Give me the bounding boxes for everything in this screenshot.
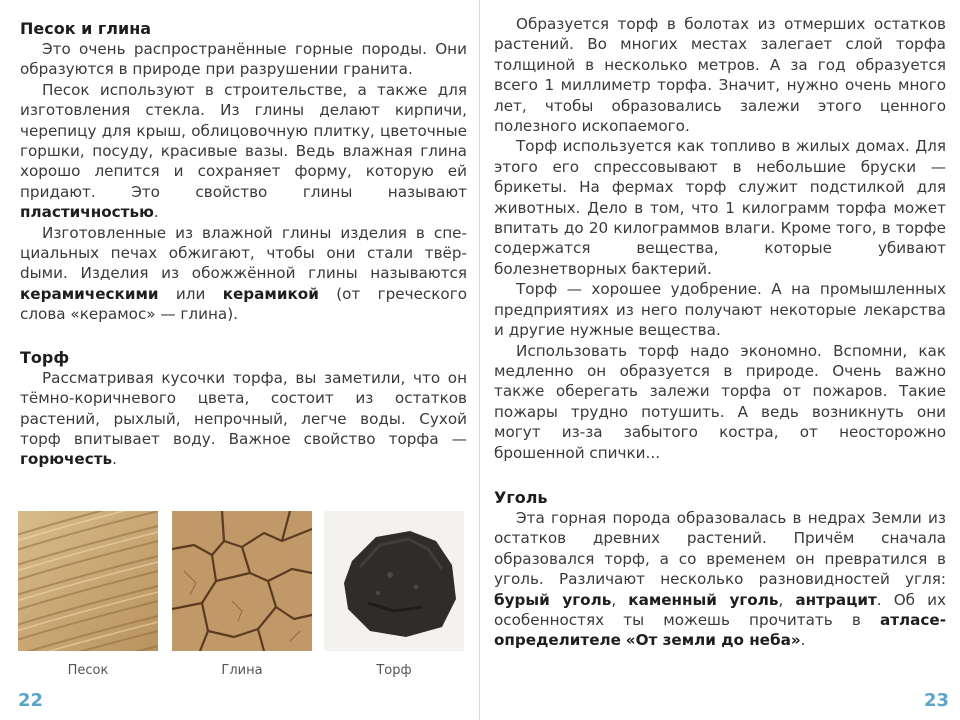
clay-caption: Глина [221, 663, 263, 678]
punctuation: . [153, 203, 159, 222]
paragraph-text: (от греческого слова «керамос» — глина). [20, 284, 467, 324]
clay-photo [172, 511, 312, 651]
paragraph-text: или [158, 284, 223, 303]
term-ceramics: керамикой [222, 284, 319, 303]
section-gap [20, 325, 467, 347]
term-ceramic: керамическими [20, 284, 159, 303]
punctuation: , [611, 590, 629, 609]
peat-paragraph-3: Торф используется как топливо в жилых домах. Для этого его спрессовывают в небольшие бруски — брикеты. На фермах торф служит подстилкой для животных. Дело в том, что 1 килограмм торфа может впитать до 20 килограммов влаги. Кроме того, в торфе содержатся вещества, которые убивают болезнетворных бактерий. [494, 137, 946, 278]
sand-clay-paragraph-1: Это очень распространённые горные породы. Они образуются в природе при разрушении гранита. [20, 40, 467, 79]
term-combustibility: горючесть [20, 450, 113, 469]
peat-paragraph-1 [20, 368, 467, 470]
sand-caption: Песок [67, 663, 109, 678]
term-brown-coal: бурый уголь [494, 590, 612, 609]
paragraph-text: Эта горная порода образовалась в недрах Земли из остатков древних растений. Причём сначала образовался торф, а со временем он превратился в уголь. Различают несколько разновидностей угля: [494, 508, 946, 589]
sand-clay-heading: Песок и глина [20, 19, 152, 38]
paragraph-text: . Об их особенностях ты можешь прочитать в [494, 590, 947, 629]
punctuation: . [112, 450, 117, 469]
paragraph-text: Песок используют в строительстве, а также для изготовления стекла. Из глины делают кирпичи, черепицу для крыш, облицовочную плитку, цветочные горшки, посуду, красивые вазы. Ведь влажная глина хорошо лепится и сохраняет форму, которую ей придают. Это свойство глины называют [20, 80, 467, 201]
sand-clay-paragraph-2 [20, 80, 467, 223]
peat-heading: Торф [20, 347, 70, 367]
punctuation: . [800, 631, 806, 650]
page-number-right: 23 [924, 690, 950, 711]
peat-paragraph-4: Торф — хорошее удобрение. А на промышленных предприятиях из него получают некоторые лекарства и другие нужные вещества. [494, 280, 946, 340]
section-gap [494, 463, 946, 487]
peat-paragraph-5: Использовать торф надо экономно. Вспомни, как медленно он образуется в природе. Очень важно также оберегать залежи торфа от пожаров. Такие пожары трудно потушить. А ведь возникнуть они могут из-за забытого костра, от неосторожно брошенной спички... [494, 341, 946, 462]
right-text-column [494, 14, 946, 651]
peat-photo [324, 511, 464, 651]
paragraph-text: Изготовленные из влажной глины изделия в специальных печах обжигают, чтобы они стали твёрdыми. Изделия из обожжённой глины называются [20, 223, 467, 283]
photo-strip [18, 511, 463, 691]
coal-paragraph-1 [494, 508, 946, 651]
peat-paragraph-2: Образуется торф в болотах из отмерших остатков растений. Во многих местах залегает слой торфа толщиной в несколько метров. А за год образуется всего 1 миллиметр торфа. Значит, нужно очень много лет, чтобы образовались залежи этого ценного полезного ископаемого. [494, 15, 946, 136]
term-book-title: «От земли до неба» [625, 631, 801, 650]
term-atlas: атласе-определителе [494, 610, 946, 650]
term-anthracite: антрацит [795, 590, 877, 609]
term-plasticity: пластичностью [20, 203, 154, 222]
coal-heading: Уголь [494, 487, 548, 507]
peat-caption: Торф [376, 663, 412, 678]
page-number-left: 22 [18, 690, 44, 711]
sand-photo [18, 511, 158, 651]
term-hard-coal: каменный уголь [628, 590, 779, 609]
sand-clay-paragraph-3 [20, 223, 467, 325]
left-text-column [20, 18, 467, 470]
punctuation: , [778, 590, 796, 609]
paragraph-text: Рассматривая кусочки торфа, вы заметили, что он тёмно-коричневого цвета, состоит из остатков растений, рыхлый, непрочный, легче воды. Сухой торф впитывает воду. Важное свойство торфа — [20, 368, 467, 448]
